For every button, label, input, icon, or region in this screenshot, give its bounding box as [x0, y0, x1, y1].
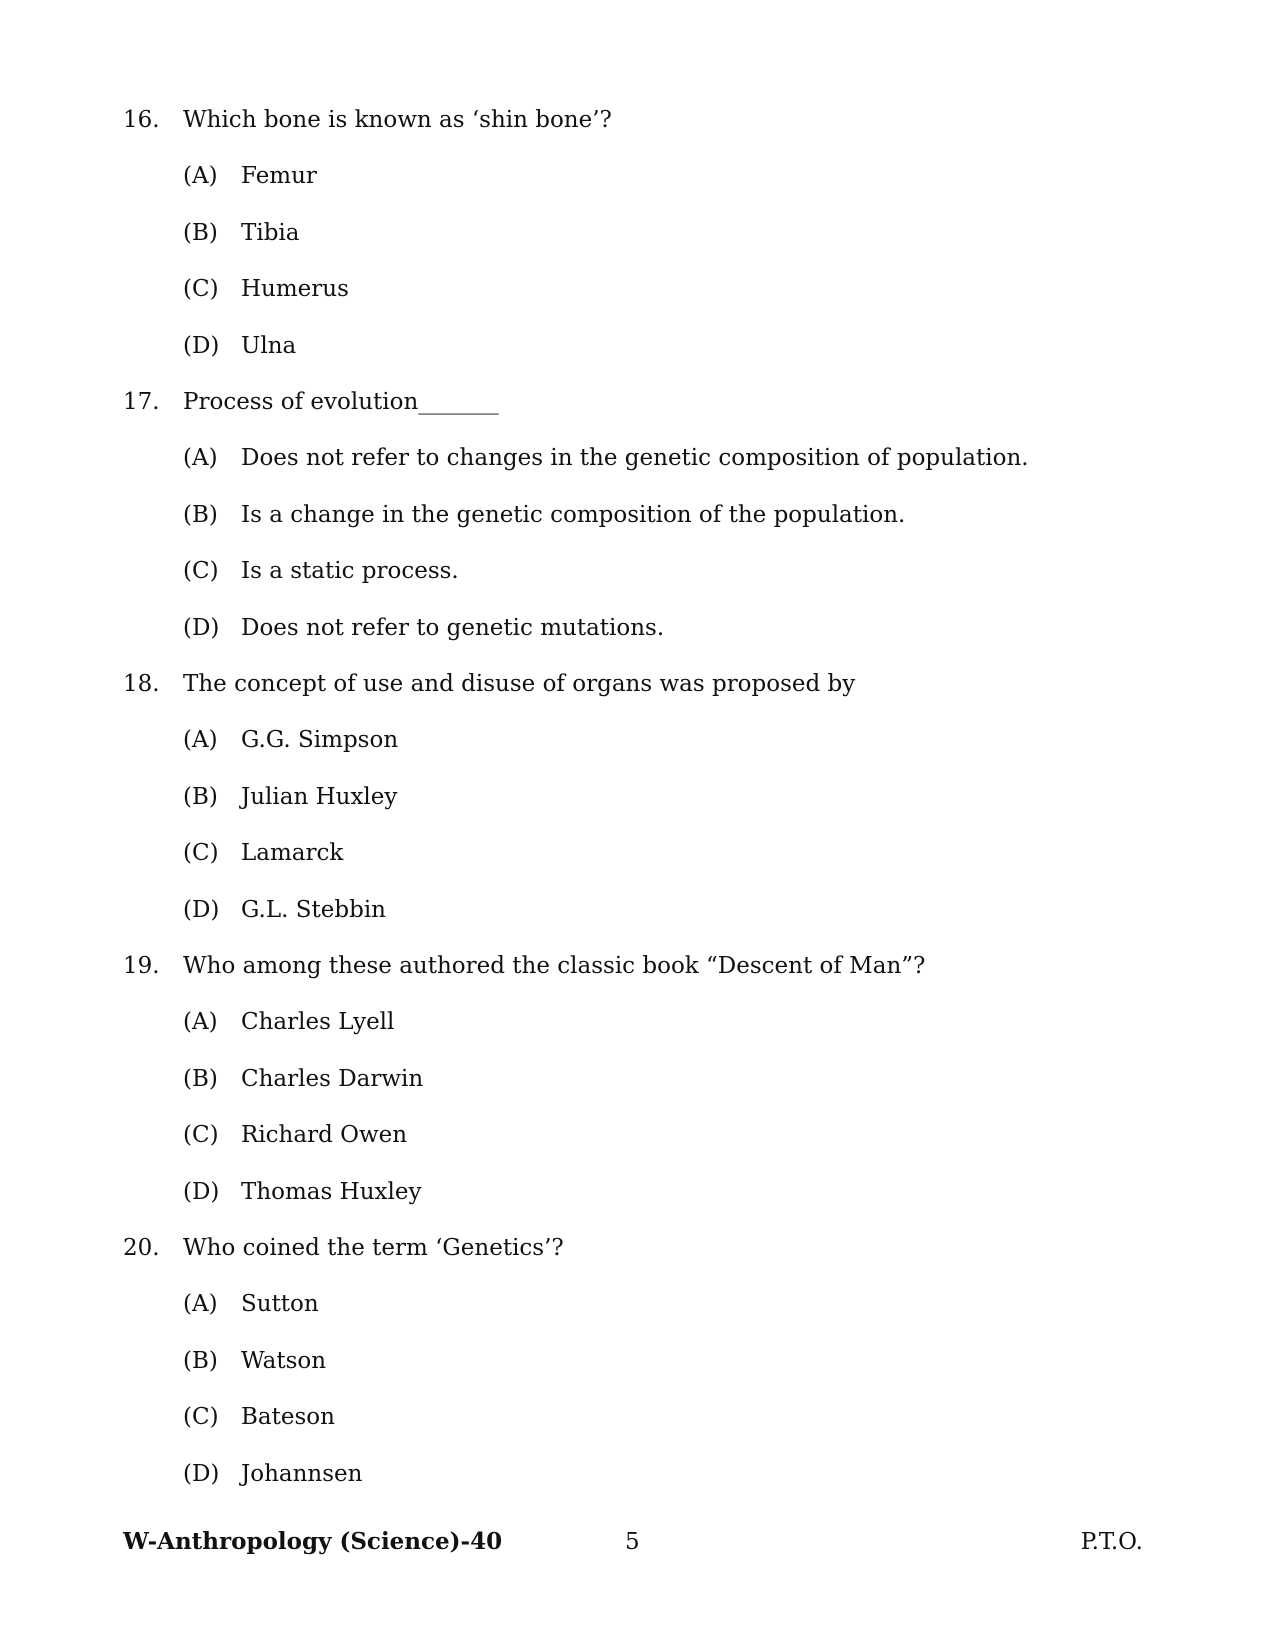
option-a: [123, 994, 1143, 1051]
option-d: [123, 1164, 1143, 1221]
option-b: [123, 1051, 1143, 1108]
question-text: Who among these authored the classic book “Descent of Man”?: [183, 953, 926, 979]
option-text: Charles Darwin: [241, 1065, 424, 1092]
question-17: [123, 374, 1143, 656]
question-stem: [123, 374, 1143, 430]
option-text: Tibia: [241, 219, 300, 246]
option-text: Femur: [241, 163, 317, 189]
option-text: Thomas Huxley: [241, 1178, 422, 1205]
option-text: Julian Huxley: [241, 783, 398, 810]
option-letter: (D): [183, 1460, 220, 1487]
option-letter: (A): [183, 727, 218, 753]
option-d: [123, 600, 1143, 657]
option-text: Watson: [241, 1347, 327, 1374]
option-a: [123, 712, 1143, 769]
option-text: Lamarck: [241, 840, 344, 866]
question-stem: [123, 92, 1143, 148]
question-text: The concept of use and disuse of organs was proposed by: [183, 671, 856, 697]
question-text: Which bone is known as ‘shin bone’?: [183, 107, 612, 133]
question-number: 18.: [123, 671, 160, 697]
question-stem: [123, 656, 1143, 712]
option-letter: (B): [183, 1347, 218, 1374]
question-text: Process of evolution_______: [183, 389, 499, 415]
option-text: Is a change in the genetic composition of the population.: [241, 501, 906, 528]
option-c: [123, 261, 1143, 318]
option-c: [123, 1107, 1143, 1164]
option-text: Humerus: [241, 276, 349, 302]
option-b: [123, 205, 1143, 262]
question-stem: [123, 938, 1143, 994]
option-letter: (C): [183, 276, 219, 302]
option-c: [123, 1389, 1143, 1446]
option-letter: (B): [183, 501, 218, 528]
option-d: [123, 1446, 1143, 1503]
option-letter: (C): [183, 558, 219, 584]
pto-label: P.T.O.: [1080, 1529, 1143, 1555]
option-text: Richard Owen: [241, 1122, 408, 1148]
option-text: Ulna: [241, 332, 297, 359]
option-letter: (A): [183, 445, 218, 471]
option-text: Sutton: [241, 1291, 319, 1317]
option-text: Is a static process.: [241, 558, 459, 584]
question-19: [123, 938, 1143, 1220]
option-text: Charles Lyell: [241, 1009, 395, 1035]
option-letter: (A): [183, 163, 218, 189]
option-a: [123, 430, 1143, 487]
option-c: [123, 825, 1143, 882]
option-text: Johannsen: [241, 1460, 363, 1487]
question-number: 20.: [123, 1235, 160, 1261]
option-letter: (C): [183, 840, 219, 866]
option-letter: (B): [183, 219, 218, 246]
question-16: [123, 92, 1143, 374]
option-letter: (D): [183, 1178, 220, 1205]
question-number: 19.: [123, 953, 160, 979]
option-d: [123, 882, 1143, 939]
option-letter: (A): [183, 1291, 218, 1317]
option-text: Does not refer to genetic mutations.: [241, 614, 665, 641]
page-footer: [123, 1522, 1143, 1562]
option-a: [123, 148, 1143, 205]
question-stem: [123, 1220, 1143, 1276]
question-18: [123, 656, 1143, 938]
option-text: G.G. Simpson: [241, 727, 399, 753]
question-list: [123, 92, 1143, 1502]
option-letter: (B): [183, 783, 218, 810]
question-number: 16.: [123, 107, 160, 133]
option-text: Bateson: [241, 1404, 335, 1430]
option-text: Does not refer to changes in the genetic composition of population.: [241, 445, 1029, 471]
paper-code: W-Anthropology (Science)-40: [123, 1528, 503, 1555]
option-b: [123, 1333, 1143, 1390]
option-letter: (D): [183, 614, 220, 641]
option-text: G.L. Stebbin: [241, 896, 386, 923]
option-a: [123, 1276, 1143, 1333]
option-b: [123, 769, 1143, 826]
option-letter: (C): [183, 1122, 219, 1148]
option-d: [123, 318, 1143, 375]
option-letter: (A): [183, 1009, 218, 1035]
option-c: [123, 543, 1143, 600]
option-letter: (B): [183, 1065, 218, 1092]
question-text: Who coined the term ‘Genetics’?: [183, 1235, 564, 1261]
question-number: 17.: [123, 389, 160, 415]
option-letter: (D): [183, 332, 220, 359]
page-number: 5: [625, 1529, 640, 1555]
option-b: [123, 487, 1143, 544]
question-20: [123, 1220, 1143, 1502]
option-letter: (D): [183, 896, 220, 923]
option-letter: (C): [183, 1404, 219, 1430]
